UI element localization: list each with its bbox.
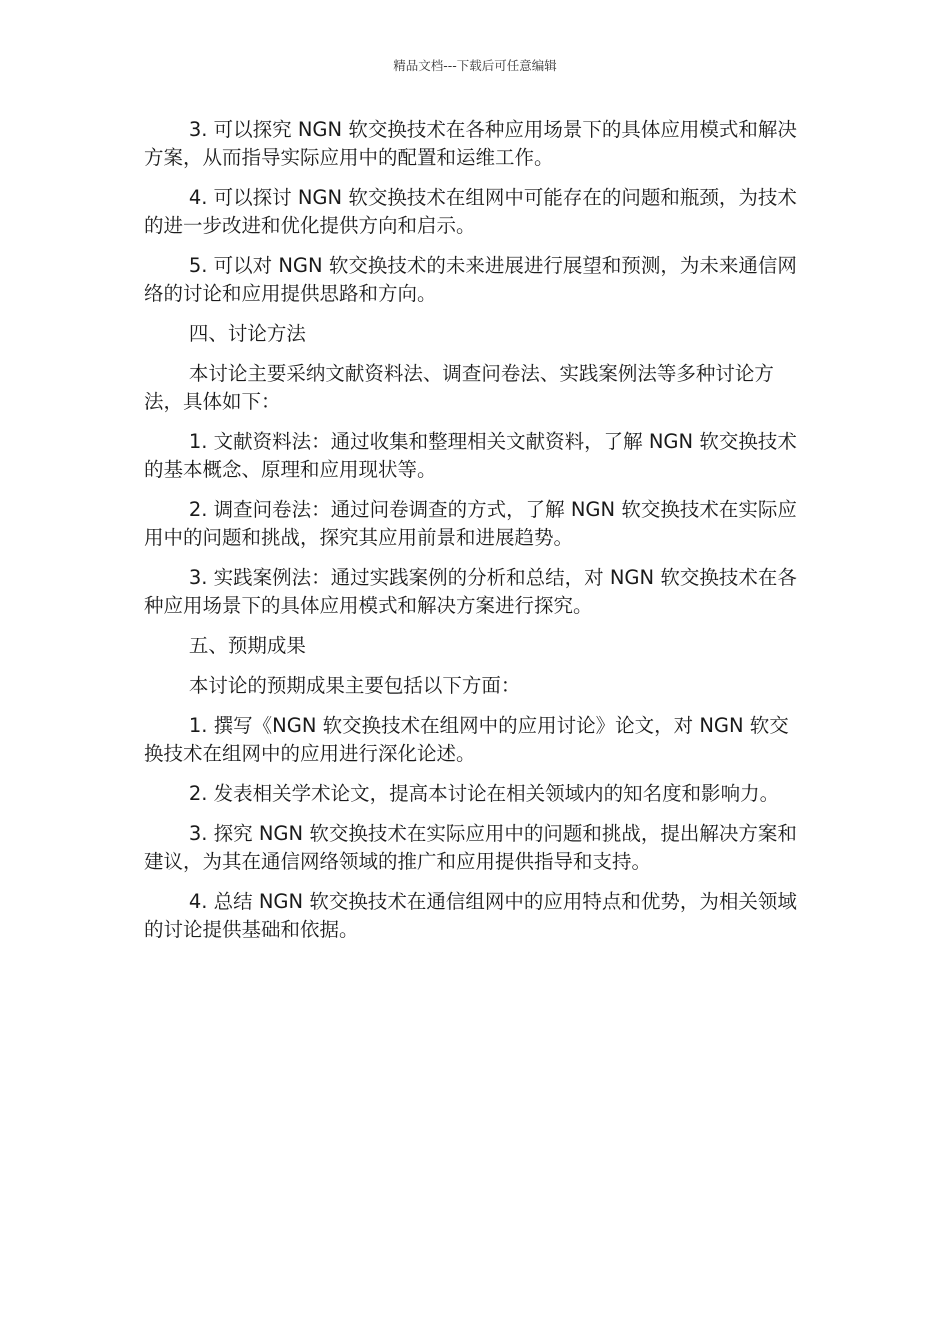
paragraph-objective-5: 5. 可以对 NGN 软交换技术的未来进展进行展望和预测，为未来通信网络的讨论和应用提供思路和方向。 <box>144 254 797 305</box>
paragraph-methods-intro: 本讨论主要采纳文献资料法、调查问卷法、实践案例法等多种讨论方法，具体如下： <box>144 362 774 413</box>
section-heading-results: 五、预期成果 <box>188 634 306 657</box>
paragraph-method-2: 2. 调查问卷法：通过问卷调查的方式，了解 NGN 软交换技术在实际应用中的问题和挑战，探究其应用前景和进展趋势。 <box>144 498 797 549</box>
section-heading-methods: 四、讨论方法 <box>188 322 306 345</box>
paragraph-result-2: 2. 发表相关学术论文，提高本讨论在相关领域内的知名度和影响力。 <box>188 782 780 805</box>
page-header: 精品文档---下载后可任意编辑 <box>393 58 557 73</box>
document-body <box>144 116 808 956</box>
paragraph-method-3: 3. 实践案例法：通过实践案例的分析和总结，对 NGN 软交换技术在各种应用场景下的具体应用模式和解决方案进行探究。 <box>144 566 797 617</box>
paragraph-result-3: 3. 探究 NGN 软交换技术在实际应用中的问题和挑战，提出解决方案和建议，为其在通信网络领域的推广和应用提供指导和支持。 <box>144 822 797 873</box>
paragraph-objective-4: 4. 可以探讨 NGN 软交换技术在组网中可能存在的问题和瓶颈，为技术的进一步改进和优化提供方向和启示。 <box>144 186 797 237</box>
paragraph-result-4: 4. 总结 NGN 软交换技术在通信组网中的应用特点和优势，为相关领域的讨论提供基础和依据。 <box>144 890 797 941</box>
paragraph-objective-3: 3. 可以探究 NGN 软交换技术在各种应用场景下的具体应用模式和解决方案，从而指导实际应用中的配置和运维工作。 <box>144 118 797 169</box>
paragraph-results-intro: 本讨论的预期成果主要包括以下方面： <box>188 674 521 697</box>
paragraph-result-1: 1. 撰写《NGN 软交换技术在组网中的应用讨论》论文，对 NGN 软交换技术在组网中的应用进行深化论述。 <box>144 714 789 765</box>
paragraph-method-1: 1. 文献资料法：通过收集和整理相关文献资料，了解 NGN 软交换技术的基本概念、原理和应用现状等。 <box>144 430 797 481</box>
